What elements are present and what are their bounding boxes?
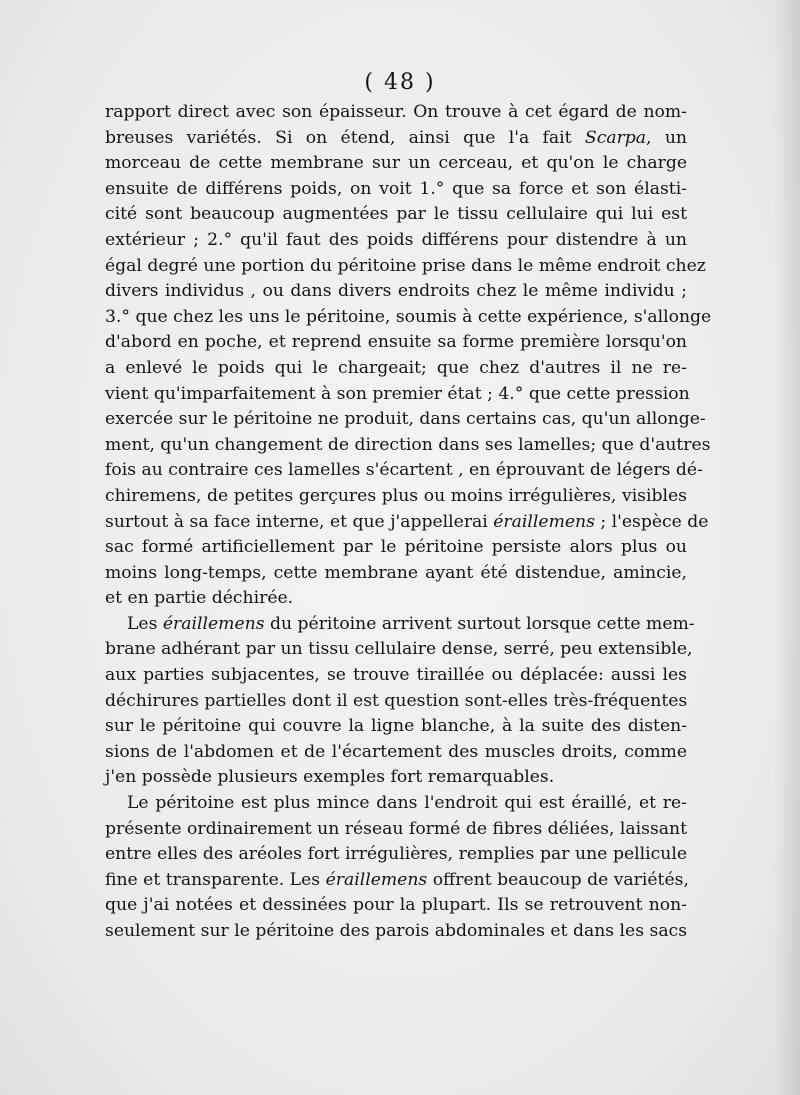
text-line: vient qu'imparfaitement à son premier état ; 4.° que cette pression: [105, 383, 690, 404]
text-line: sur le péritoine qui couvre la ligne blanche, à la suite des disten-: [105, 716, 687, 737]
text-line: que j'ai notées et dessinées pour la plupart. Ils se retrouvent non-: [105, 895, 687, 916]
text-line: breuses variétés. Si on étend, ainsi que l'a fait Scarpa, un: [105, 127, 687, 148]
text-line: brane adhérant par un tissu cellulaire dense, serré, peu extensible,: [105, 639, 693, 660]
text-line: seulement sur le péritoine des parois abdominales et dans les sacs: [105, 921, 688, 941]
text-line: 3.° que chez les uns le péritoine, soumis à cette expérience, s'allonge: [105, 306, 712, 327]
text-line: sac formé artificiellement par le péritoine persiste alors plus ou: [105, 537, 687, 558]
page-number: ( 48 ): [364, 70, 436, 95]
text-line: ensuite de différens poids, on voit 1.° que sa force et son élasti-: [105, 178, 687, 199]
text-line: d'abord en poche, et reprend ensuite sa forme première lorsqu'on: [105, 332, 687, 353]
text-line: entre elles des aréoles fort irrégulières, remplies par une pellicule: [105, 844, 687, 865]
text-line: extérieur ; 2.° qu'il faut des poids différens pour distendre à un: [105, 229, 687, 250]
text-line: fois au contraire ces lamelles s'écartent , en éprouvant de légers dé-: [105, 460, 703, 481]
italic-term: Scarpa: [584, 127, 647, 148]
text-line: surtout à sa face interne, et que j'appellerai éraillemens ; l'espèce de: [105, 511, 709, 532]
text-line: sions de l'abdomen et de l'écartement des muscles droits, comme: [105, 741, 687, 762]
italic-term: éraillemens: [162, 613, 265, 634]
paragraph-start-line: Les éraillemens du péritoine arrivent surtout lorsque cette mem-: [127, 613, 695, 634]
text-line: a enlevé le poids qui le chargeait; que chez d'autres il ne re-: [105, 357, 687, 378]
text-line: égal degré une portion du péritoine prise dans le même endroit chez: [105, 255, 706, 276]
body-text: [105, 100, 712, 945]
text-line: cité sont beaucoup augmentées par le tissu cellulaire qui lui est: [105, 204, 687, 225]
text-line: rapport direct avec son épaisseur. On trouve à cet égard de nom-: [105, 102, 687, 122]
text-line: présente ordinairement un réseau formé de fibres déliées, laissant: [105, 818, 687, 839]
text-line: fine et transparente. Les éraillemens offrent beaucoup de variétés,: [105, 869, 689, 890]
text-line: moins long-temps, cette membrane ayant été distendue, amincie,: [105, 562, 687, 583]
text-line: morceau de cette membrane sur un cerceau, et qu'on le charge: [105, 153, 687, 174]
text-line: divers individus , ou dans divers endroits chez le même individu ;: [105, 281, 687, 302]
text-line: chiremens, de petites gerçures plus ou moins irrégulières, visibles: [105, 485, 687, 506]
italic-term: éraillemens: [493, 511, 595, 532]
text-line: exercée sur le péritoine ne produit, dans certains cas, qu'un allonge-: [105, 409, 706, 430]
text-line: aux parties subjacentes, se trouve tiraillée ou déplacée: aussi les: [105, 665, 687, 686]
text-line: ment, qu'un changement de direction dans ses lamelles; que d'autres: [105, 434, 711, 455]
text-line: et en partie déchirée.: [105, 588, 294, 609]
paragraph-start-line: Le péritoine est plus mince dans l'endroit qui est éraillé, et re-: [127, 793, 687, 814]
text-line: déchirures partielles dont il est question sont-elles très-fréquentes: [105, 690, 688, 711]
italic-term: éraillemens: [325, 869, 428, 890]
text-line: j'en possède plusieurs exemples fort remarquables.: [105, 767, 555, 788]
